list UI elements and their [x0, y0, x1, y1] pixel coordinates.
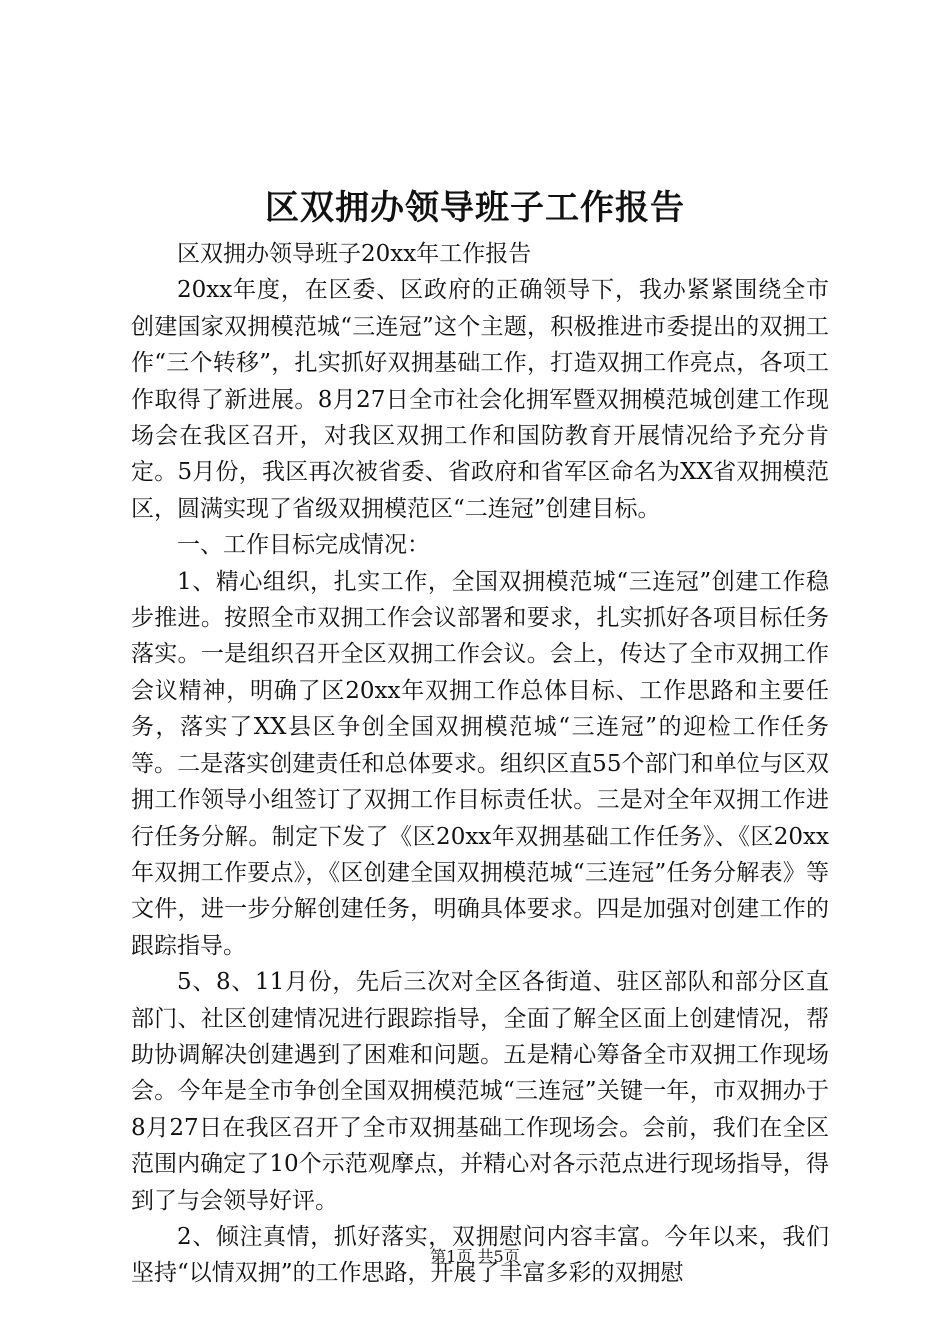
- document-body: [131, 236, 829, 1292]
- section-heading: 一、工作目标完成情况：: [177, 532, 430, 559]
- paragraph-item-5: 5、8、11月份，先后三次对全区各街道、驻区部队和部分区直部门、社区创建情况进行跟踪指导，全面了解全区面上创建情况，帮助协调解决创建遇到了困难和问题。五是精心筹备全市双拥工作现场会。今年是全市争创全国双拥模范城“三连冠”关键一年，市双拥办于8月27日在我区召开了全市双拥基础工作现场会。会前，我们在全区范围内确定了10个示范观摩点，并精心对各示范点进行现场指导，得到了与会领导好评。: [131, 969, 829, 1214]
- document-title: 区双拥办领导班子工作报告: [265, 188, 685, 228]
- paragraph-item-2: 2、倾注真情，抓好落实，双拥慰问内容丰富。今年以来，我们坚持“以情双拥”的工作思路，开展了丰富多彩的双拥慰: [131, 1223, 829, 1287]
- paragraph-subtitle: 区双拥办领导班子20xx年工作报告: [177, 241, 532, 267]
- paragraph-item-1: 1、精心组织，扎实工作，全国双拥模范城“三连冠”创建工作稳步推进。按照全市双拥工作会议部署和要求，扎实抓好各项目标任务落实。一是组织召开全区双拥工作会议。会上，传达了全市双拥工作会议精神，明确了区20xx年双拥工作总体目标、工作思路和主要任务，落实了XX县区争创全国双拥模范城“三连冠”的迎检工作任务等。二是落实创建责任和总体要求。组织区直55个部门和单位与区双拥工作领导小组签订了双拥工作目标责任状。三是对全年双拥工作进行任务分解。制定下发了《区20xx年双拥基础工作任务》、《区20xx年双拥工作要点》，《区创建全国双拥模范城“三连冠”任务分解表》等文件，进一步分解创建任务，明确具体要求。四是加强对创建工作的跟踪指导。: [131, 568, 829, 959]
- page-number: 第1页 共5页: [430, 1247, 520, 1266]
- paragraph-intro: 20xx年度，在区委、区政府的正确领导下，我办紧紧围绕全市创建国家双拥模范城“三连冠”这个主题，积极推进市委提出的双拥工作“三个转移”，扎实抓好双拥基础工作，打造双拥工作亮点，各项工作取得了新进展。8月27日全市社会化拥军暨双拥模范城创建工作现场会在我区召开，对我区双拥工作和国防教育开展情况给予充分肯定。5月份，我区再次被省委、省政府和省军区命名为XX省双拥模范区，圆满实现了省级双拥模范区“二连冠”创建目标。: [131, 277, 829, 522]
